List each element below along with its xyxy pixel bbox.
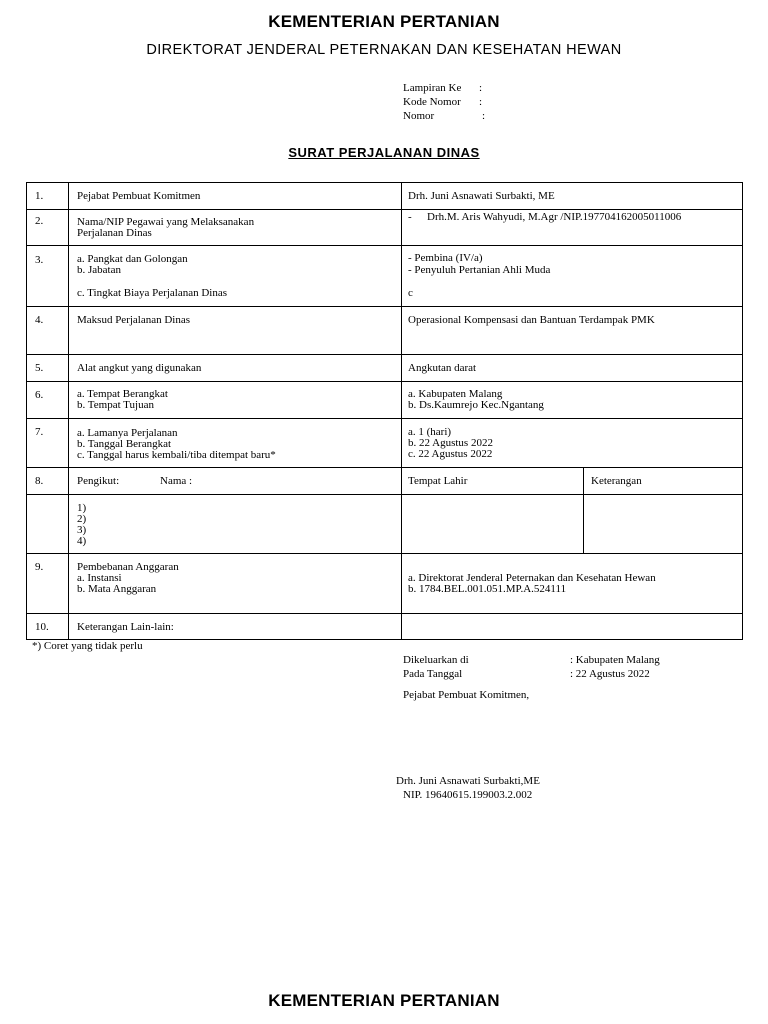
departure-place-value: a. Kabupaten Malang [408,388,503,400]
purpose-value: Operasional Kompensasi dan Bantuan Terdampak PMK [408,314,655,326]
return-date-label: c. Tanggal harus kembali/tiba ditempat baru* [77,449,276,461]
rank-value: - Pembina (IV/a) [408,252,483,264]
cost-level-label: c. Tingkat Biaya Perjalanan Dinas [77,287,228,299]
nomor-label: Nomor [403,110,435,122]
lampiran-line [403,81,482,95]
companion-item: 3) [77,524,87,536]
lampiran-sep: : [479,82,483,94]
row-number: 1. [35,190,44,202]
departure-place-label: a. Tempat Berangkat [77,388,168,400]
nomor-sep: : [482,110,486,122]
budget-account-value: b. 1784.BEL.001.051.MP.A.524111 [408,583,567,595]
ministry-title-next-page: KEMENTERIAN PERTANIAN [268,991,500,1010]
table-row [26,306,743,354]
employee-value: Drh.M. Aris Wahyudi, M.Agr /NIP.197704162005011006 [427,211,682,223]
agency-label: a. Instansi [77,572,122,584]
issued-place-value: : Kabupaten Malang [570,654,660,666]
table-row [26,467,743,494]
return-date-value: c. 22 Agustus 2022 [408,448,493,460]
nomor-line [403,109,485,123]
signer-name: Drh. Juni Asnawati Surbakti,ME [396,775,540,787]
companion-item: 2) [77,513,87,525]
remarks-header: Keterangan [591,475,642,487]
budget-label: Pembebanan Anggaran [77,561,179,573]
table-row [26,494,743,553]
table-row [26,613,743,640]
document-title: SURAT PERJALANAN DINAS [288,145,480,160]
employee-dash: - [408,211,412,223]
row-number: 3. [35,254,44,266]
ministry-title: KEMENTERIAN PERTANIAN [268,12,500,31]
signer-role: Pejabat Pembuat Komitmen, [403,689,530,701]
birthplace-header: Tempat Lahir [408,475,468,487]
ppk-label: Pejabat Pembuat Komitmen [77,190,201,202]
rank-label: a. Pangkat dan Golongan [77,253,188,265]
row-number: 2. [35,215,44,227]
row-number: 5. [35,362,44,374]
issued-date-label: Pada Tanggal [403,668,463,680]
table-row [26,209,743,245]
destination-label: b. Tempat Tujuan [77,399,154,411]
companion-item: 1) [77,502,87,514]
table-row [26,553,743,613]
kode-nomor-sep: : [479,96,483,108]
cost-level-value: c [408,287,413,299]
kode-nomor-label: Kode Nomor [403,96,461,108]
employee-label-line2: Perjalanan Dinas [77,227,152,239]
row-number: 4. [35,314,44,326]
departure-date-label: b. Tanggal Berangkat [77,438,172,450]
departure-date-value: b. 22 Agustus 2022 [408,437,493,449]
issued-place-label: Dikeluarkan di [403,654,469,666]
budget-account-label: b. Mata Anggaran [77,583,157,595]
purpose-label: Maksud Perjalanan Dinas [77,314,191,326]
directorate-title: DIREKTORAT JENDERAL PETERNAKAN DAN KESEHATAN HEWAN [146,42,622,58]
companion-name-label: Nama : [160,475,193,487]
travel-form-table [26,182,743,640]
signer-nip: NIP. 19640615.199003.2.002 [403,789,533,801]
companion-item: 4) [77,535,87,547]
table-row [26,354,743,381]
table-row [26,381,743,418]
table-row [26,182,743,209]
row-number: 7. [35,426,44,438]
companion-label: Pengikut: [77,475,120,487]
footnote: *) Coret yang tidak perlu [32,640,143,652]
other-remarks-label: Keterangan Lain-lain: [77,621,174,633]
ppk-value: Drh. Juni Asnawati Surbakti, ME [408,190,555,202]
position-label: b. Jabatan [77,264,121,276]
duration-label: a. Lamanya Perjalanan [77,427,178,439]
duration-value: a. 1 (hari) [408,426,452,438]
issued-date-value: : 22 Agustus 2022 [570,668,650,680]
employee-label-line1: Nama/NIP Pegawai yang Melaksanakan [77,216,255,228]
row-number: 9. [35,561,44,573]
position-value: - Penyuluh Pertanian Ahli Muda [408,264,551,276]
transport-label: Alat angkut yang digunakan [77,362,202,374]
transport-value: Angkutan darat [408,362,477,374]
table-row [26,245,743,306]
kode-nomor-line [403,95,482,109]
row-number: 10. [35,621,49,633]
row-number: 8. [35,475,44,487]
row-number: 6. [35,389,44,401]
table-row [26,418,743,467]
destination-value: b. Ds.Kaumrejo Kec.Ngantang [408,399,544,411]
agency-value: a. Direktorat Jenderal Peternakan dan Kesehatan Hewan [408,572,656,584]
lampiran-label: Lampiran Ke [403,82,462,94]
